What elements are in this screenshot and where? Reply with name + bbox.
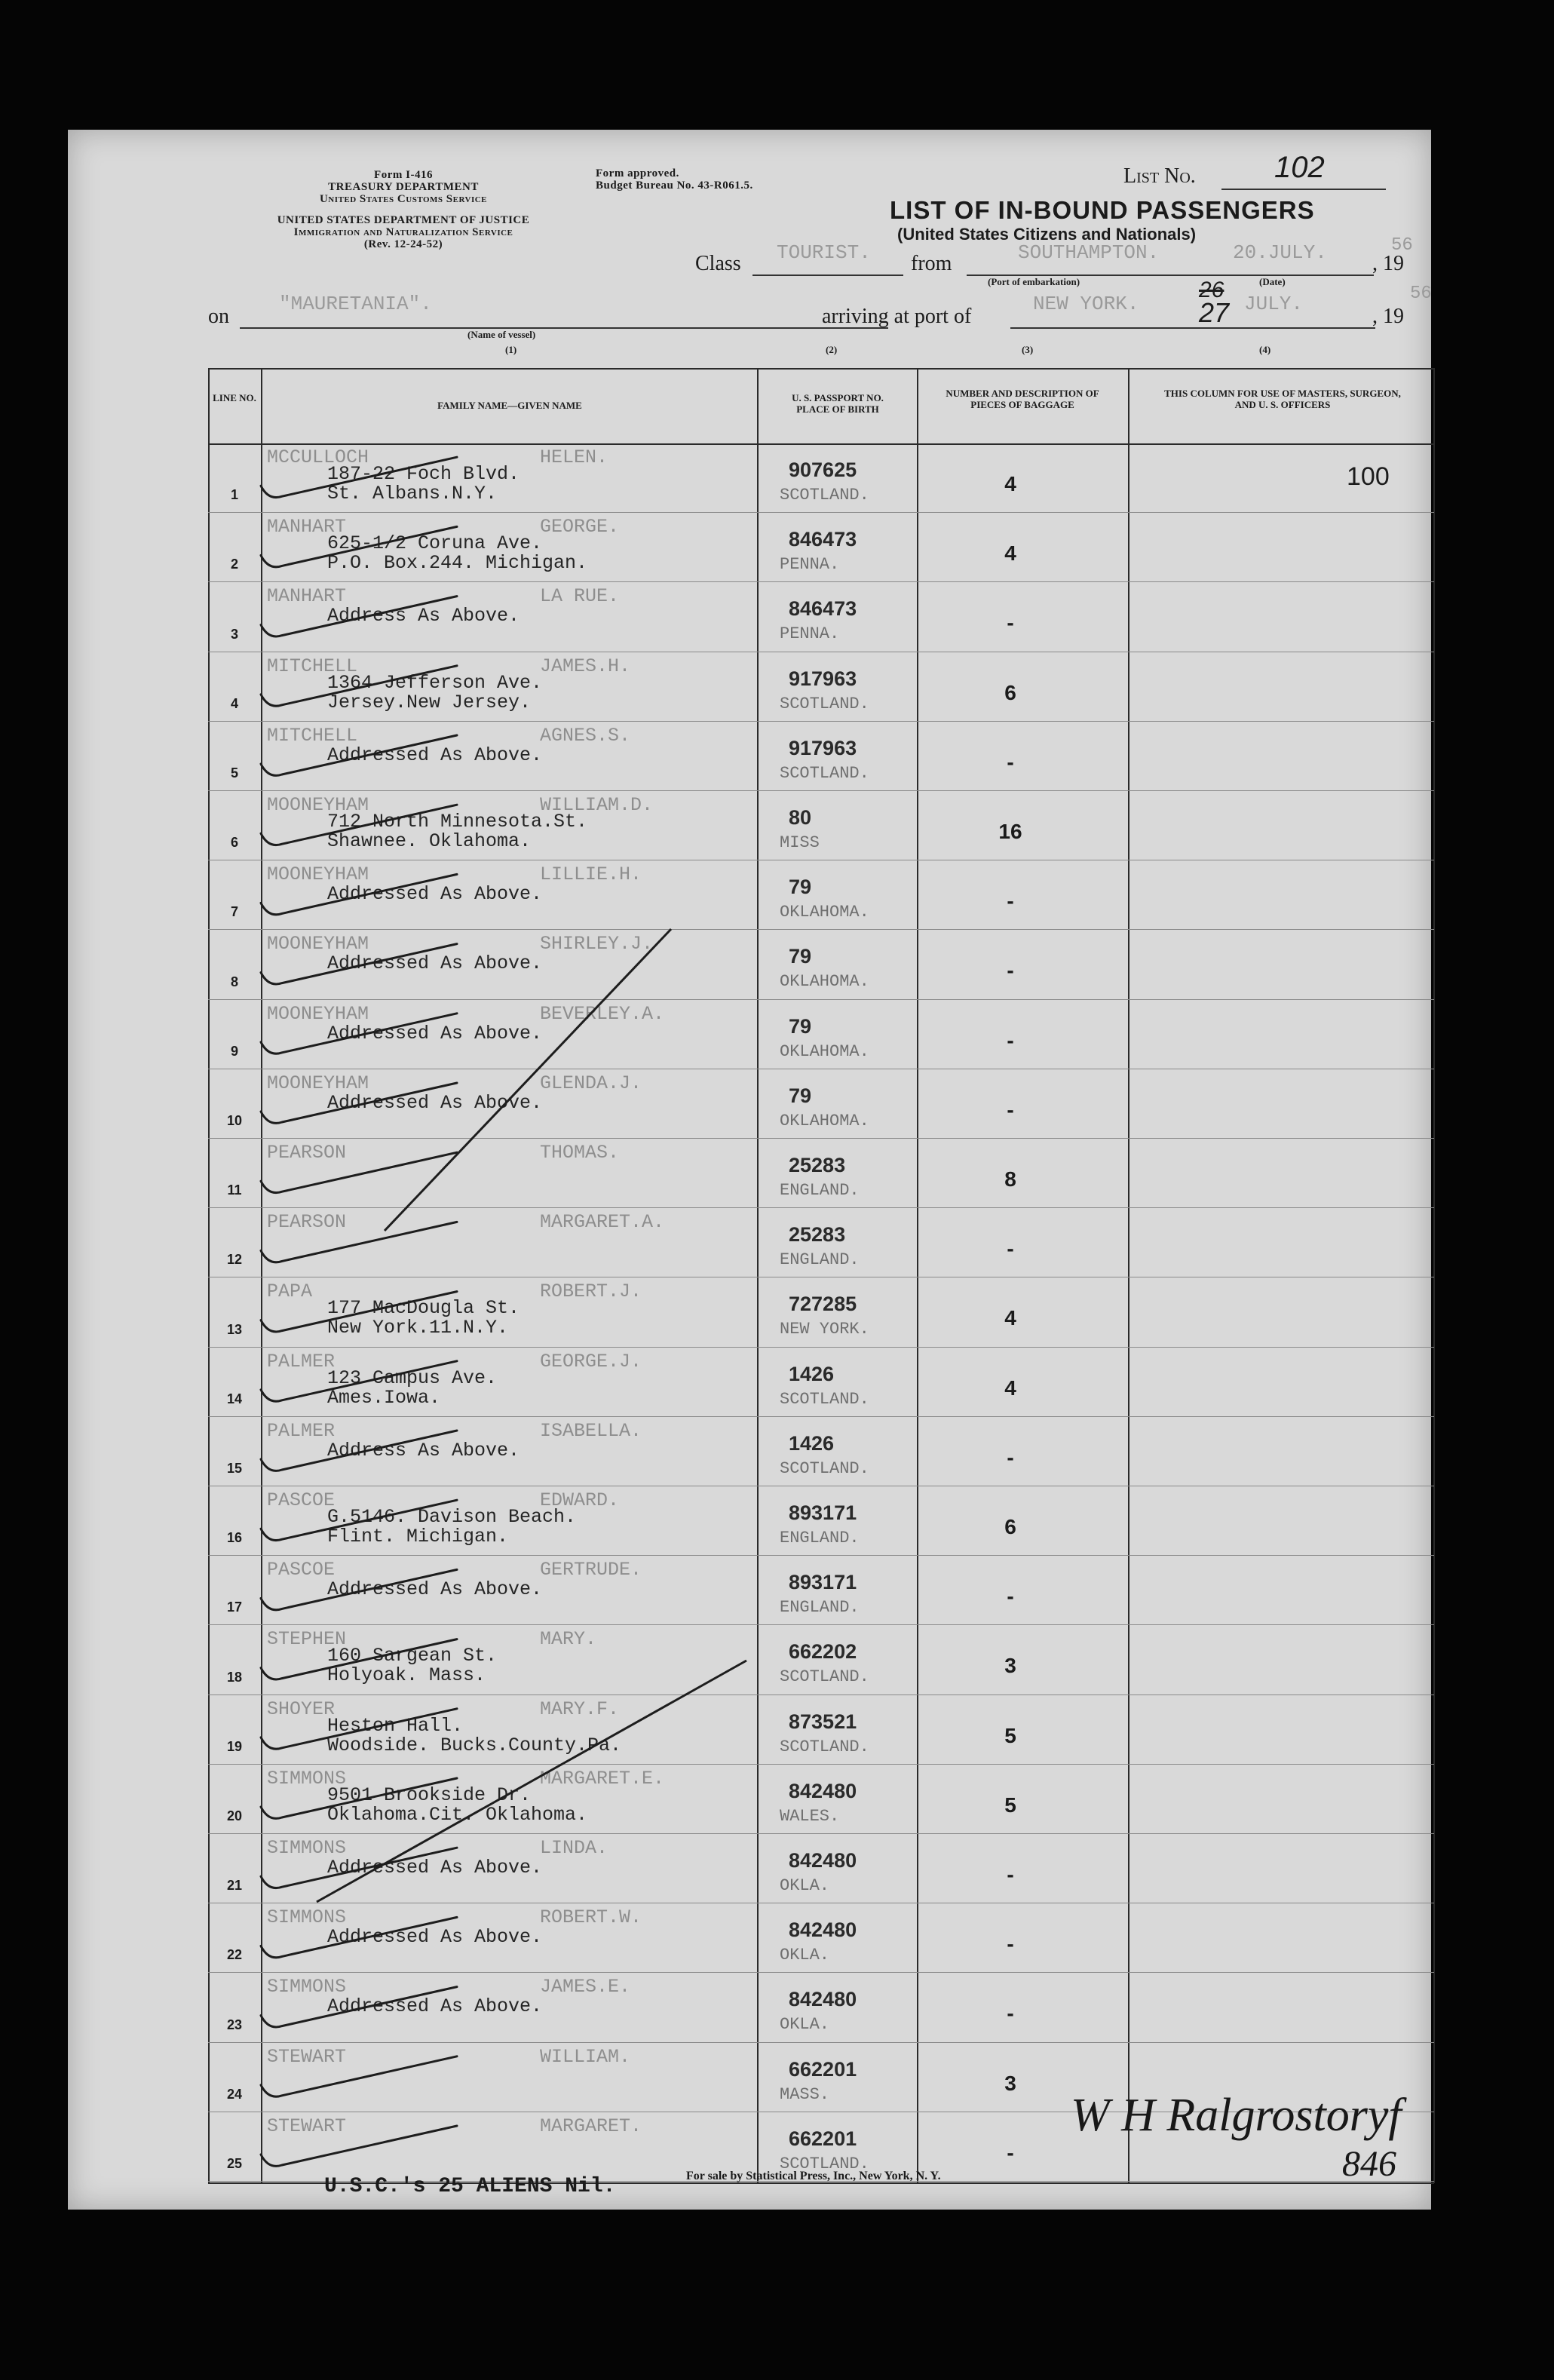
baggage-count: - xyxy=(1007,1863,1014,1886)
family-name: PASCOE xyxy=(267,1489,336,1511)
family-name: SIMMONS xyxy=(267,1976,347,1998)
passport-number: 1426 xyxy=(789,1362,835,1385)
check-mark xyxy=(261,1917,457,1957)
passport-number: 873521 xyxy=(789,1710,857,1733)
address-line-1: Heston Hall. xyxy=(327,1714,464,1737)
baggage-count: 16 xyxy=(998,820,1022,843)
address-line-1: 1364 Jefferson Ave. xyxy=(327,671,543,694)
given-name: MARY.F. xyxy=(540,1698,620,1720)
check-mark xyxy=(261,1014,457,1054)
line-number: 14 xyxy=(226,1391,243,1406)
line-number: 19 xyxy=(226,1738,243,1754)
line-number: 20 xyxy=(226,1808,243,1823)
from-label: from xyxy=(911,252,952,275)
baggage-count: - xyxy=(1007,2140,1014,2164)
officer-signature: W H Ralgrostoryf xyxy=(1071,2090,1402,2141)
given-name: LINDA. xyxy=(540,1837,608,1859)
check-mark xyxy=(261,874,457,914)
given-name: THOMAS. xyxy=(540,1142,620,1164)
class-label: Class xyxy=(695,252,741,275)
family-name: MITCHELL xyxy=(267,724,358,747)
passport-number: 79 xyxy=(789,876,812,899)
place-of-birth: SCOTLAND. xyxy=(780,2154,869,2173)
given-name: ROBERT.W. xyxy=(540,1906,642,1929)
check-mark xyxy=(261,1778,457,1818)
place-of-birth: OKLAHOMA. xyxy=(780,972,869,992)
line-number: 11 xyxy=(227,1182,242,1198)
line-number: 23 xyxy=(226,2017,243,2032)
line-number: 6 xyxy=(230,835,238,851)
passport-number: 893171 xyxy=(789,1501,857,1524)
baggage-count: 4 xyxy=(1004,1306,1016,1330)
header-baggage: NUMBER AND DESCRIPTION OF PIECES OF BAGGAGE xyxy=(946,388,1099,410)
embarkation-date: 20.JULY. xyxy=(1233,241,1327,264)
year-prefix-2: , 19 xyxy=(1372,305,1404,328)
check-mark xyxy=(261,1361,457,1401)
vessel-caption: (Name of vessel) xyxy=(467,329,536,340)
baggage-count: - xyxy=(1007,1237,1014,1261)
line-number: 1 xyxy=(230,487,238,503)
line-number: 16 xyxy=(226,1530,243,1546)
place-of-birth: MISS xyxy=(780,833,820,852)
baggage-count: - xyxy=(1007,750,1014,774)
address-line-2: St. Albans.N.Y. xyxy=(327,483,498,505)
place-of-birth: SCOTLAND. xyxy=(780,1667,869,1687)
passport-number: 917963 xyxy=(789,667,857,690)
check-mark xyxy=(261,597,457,636)
address-line-2: Jersey.New Jersey. xyxy=(327,691,532,713)
baggage-count: - xyxy=(1007,958,1014,983)
passport-number: 79 xyxy=(789,945,812,968)
check-marks xyxy=(68,130,1431,2210)
baggage-count: 4 xyxy=(1004,472,1016,495)
given-name: GEORGE. xyxy=(540,516,620,538)
given-name: JAMES.H. xyxy=(540,655,631,677)
budget-bureau: Budget Bureau No. 43-R061.5. xyxy=(596,179,753,192)
address-line-2: New York.11.N.Y. xyxy=(327,1317,509,1339)
passport-number: 842480 xyxy=(789,1849,857,1872)
officer-note: 100 xyxy=(1347,462,1390,491)
header-officers: THIS COLUMN FOR USE OF MASTERS, SURGEON, AND U. S. OFFICERS xyxy=(1164,388,1401,410)
family-name: MCCULLOCH xyxy=(267,446,369,468)
place-of-birth: OKLA. xyxy=(780,1946,830,1965)
port-caption: (Port of embarkation) xyxy=(988,276,1080,287)
baggage-count: - xyxy=(1007,889,1014,913)
on-label: on xyxy=(208,305,229,328)
place-of-birth: ENGLAND. xyxy=(780,1598,860,1618)
baggage-count: 3 xyxy=(1004,2071,1016,2095)
place-of-birth: NEW YORK. xyxy=(780,1320,869,1339)
baggage-count: - xyxy=(1007,611,1014,635)
family-name: PAPA xyxy=(267,1280,313,1303)
address-line-1: Address As Above. xyxy=(327,1439,520,1461)
passport-number: 846473 xyxy=(789,528,857,551)
address-line-1: Addressed As Above. xyxy=(327,1857,543,1879)
address-line-1: 160 Sargean St. xyxy=(327,1645,498,1667)
place-of-birth: SCOTLAND. xyxy=(780,1737,869,1756)
line-number: 9 xyxy=(230,1043,238,1059)
check-mark xyxy=(261,1639,457,1679)
vessel-name: "MAURETANIA". xyxy=(279,293,432,315)
form-approved: Form approved. xyxy=(596,167,679,179)
form-number: Form I-416 xyxy=(374,169,433,181)
address-line-1: 712 North Minnesota.St. xyxy=(327,811,588,833)
line-number: 12 xyxy=(226,1252,243,1268)
place-of-birth: SCOTLAND. xyxy=(780,694,869,713)
given-name: WILLIAM. xyxy=(540,2045,631,2068)
baggage-count: - xyxy=(1007,1932,1014,1956)
given-name: GEORGE.J. xyxy=(540,1350,642,1372)
baggage-count: 4 xyxy=(1004,1376,1016,1400)
line-number: 8 xyxy=(230,974,238,989)
passport-number: 846473 xyxy=(789,597,857,621)
address-line-1: Address As Above. xyxy=(327,605,520,627)
passport-number: 79 xyxy=(789,1014,812,1038)
family-name: PASCOE xyxy=(267,1559,336,1581)
baggage-count: 4 xyxy=(1004,541,1016,566)
year-prefix-1: , 19 xyxy=(1372,252,1404,275)
passport-number: 25283 xyxy=(789,1154,846,1176)
address-line-1: Addressed As Above. xyxy=(327,1995,543,2018)
family-name: PALMER xyxy=(267,1419,336,1442)
address-line-2: Flint. Michigan. xyxy=(327,1526,509,1547)
given-name: LILLIE.H. xyxy=(540,863,642,886)
passport-number: 662202 xyxy=(789,1640,857,1664)
given-name: WILLIAM.D. xyxy=(540,794,654,816)
baggage-count: - xyxy=(1007,1028,1014,1052)
given-name: MARGARET.E. xyxy=(540,1767,665,1790)
address-line-1: 625-1/2 Coruna Ave. xyxy=(327,532,543,555)
family-name: SIMMONS xyxy=(267,1906,347,1929)
given-name: LA RUE. xyxy=(540,585,620,608)
address-line-2: Holyoak. Mass. xyxy=(327,1664,486,1687)
given-name: BEVERLEY.A. xyxy=(540,1002,665,1025)
family-name: PALMER xyxy=(267,1350,336,1372)
place-of-birth: OKLA. xyxy=(780,1876,830,1895)
line-number: 21 xyxy=(226,1878,243,1894)
check-mark xyxy=(261,1222,457,1262)
given-name: MARGARET.A. xyxy=(540,1211,665,1234)
given-name: MARGARET. xyxy=(540,2115,642,2137)
place-of-birth: SCOTLAND. xyxy=(780,1458,869,1478)
address-line-2: Oklahoma.Cit. Oklahoma. xyxy=(327,1803,588,1826)
given-name: AGNES.S. xyxy=(540,724,631,747)
given-name: EDWARD. xyxy=(540,1489,620,1511)
given-name: GLENDA.J. xyxy=(540,1072,642,1094)
family-name: MANHART xyxy=(267,516,347,538)
check-mark xyxy=(261,666,457,706)
place-of-birth: SCOTLAND. xyxy=(780,763,869,783)
dept-justice: UNITED STATES DEPARTMENT OF JUSTICE xyxy=(277,214,530,226)
family-name: MOONEYHAM xyxy=(267,863,369,886)
dept-immigration: Immigration and Naturalization Service xyxy=(293,226,513,238)
passport-number: 79 xyxy=(789,1084,812,1107)
line-number: 3 xyxy=(230,626,238,642)
address-line-1: 187-22 Foch Blvd. xyxy=(327,463,520,485)
passport-number: 917963 xyxy=(789,736,857,759)
passport-number: 893171 xyxy=(789,1571,857,1594)
baggage-count: - xyxy=(1007,1097,1014,1121)
address-line-1: G.5146. Davison Beach. xyxy=(327,1506,577,1528)
check-mark xyxy=(385,929,671,1234)
baggage-count: - xyxy=(1007,2001,1014,2026)
baggage-count: - xyxy=(1007,1584,1014,1609)
place-of-birth: WALES. xyxy=(780,1806,840,1826)
passport-number: 907625 xyxy=(789,459,857,481)
check-mark xyxy=(261,735,457,775)
passport-number: 662201 xyxy=(789,2057,857,2081)
line-number: 18 xyxy=(226,1669,243,1685)
address-line-1: Addressed As Above. xyxy=(327,1578,543,1601)
check-mark xyxy=(261,1709,457,1749)
address-line-2: Woodside. Bucks.County.Pa. xyxy=(327,1734,622,1756)
check-mark xyxy=(261,2056,457,2096)
address-line-1: 177 MacDougla St. xyxy=(327,1297,520,1320)
col-caption-3: (3) xyxy=(1022,344,1034,355)
family-name: PEARSON xyxy=(267,1211,347,1234)
line-number: 22 xyxy=(226,1947,243,1963)
address-line-2: Ames.Iowa. xyxy=(327,1386,441,1409)
year-2: 56 xyxy=(1410,284,1432,304)
check-mark xyxy=(261,2126,457,2166)
given-name: ROBERT.J. xyxy=(540,1280,642,1303)
col-caption-1: (1) xyxy=(505,344,517,355)
dept-treasury: TREASURY DEPARTMENT xyxy=(328,181,479,193)
family-name: SHOYER xyxy=(267,1698,336,1720)
place-of-birth: SCOTLAND. xyxy=(780,486,869,505)
address-line-1: Addressed As Above. xyxy=(327,744,543,766)
header-line-no: LINE NO. xyxy=(213,392,256,403)
address-line-2: Shawnee. Oklahoma. xyxy=(327,830,532,852)
form-revision: (Rev. 12-24-52) xyxy=(363,238,443,250)
check-mark xyxy=(261,1569,457,1609)
family-name: MOONEYHAM xyxy=(267,794,369,816)
line-number: 15 xyxy=(226,1460,243,1476)
line-number: 4 xyxy=(230,695,238,711)
given-name: MARY. xyxy=(540,1628,597,1651)
passport-number: 25283 xyxy=(789,1223,846,1247)
place-of-birth: MASS. xyxy=(780,2084,830,2104)
arrival-date-corrected: 27 xyxy=(1199,297,1230,328)
address-line-1: Addressed As Above. xyxy=(327,1926,543,1949)
passport-number: 842480 xyxy=(789,1779,857,1802)
address-line-1: Addressed As Above. xyxy=(327,1091,543,1114)
family-name: STEPHEN xyxy=(267,1628,347,1651)
class-value: TOURIST. xyxy=(777,241,871,264)
arrival-port: NEW YORK. xyxy=(1033,293,1139,315)
check-mark xyxy=(261,1292,457,1332)
given-name: HELEN. xyxy=(540,446,608,468)
address-line-2: P.O. Box.244. Michigan. xyxy=(327,552,588,575)
family-name: SIMMONS xyxy=(267,1767,347,1790)
place-of-birth: OKLAHOMA. xyxy=(780,1111,869,1130)
passport-number: 727285 xyxy=(789,1293,857,1316)
line-number: 10 xyxy=(226,1112,243,1128)
family-name: MOONEYHAM xyxy=(267,1002,369,1025)
check-mark xyxy=(261,1987,457,2027)
family-name: STEWART xyxy=(267,2045,347,2068)
family-name: MOONEYHAM xyxy=(267,933,369,955)
year-1: 56 xyxy=(1391,235,1413,256)
address-line-1: 123 Campus Ave. xyxy=(327,1366,498,1389)
check-mark xyxy=(261,1848,457,1888)
check-mark xyxy=(317,1661,746,1902)
form-title: LIST OF IN-BOUND PASSENGERS xyxy=(890,196,1315,224)
check-mark xyxy=(261,1431,457,1471)
form-subtitle: (United States Citizens and Nationals) xyxy=(897,225,1197,244)
printer-note: For sale by Statistical Press, Inc., New York, N. Y. xyxy=(686,2170,941,2182)
line-number: 7 xyxy=(230,904,238,920)
header-passport: U. S. PASSPORT NO. PLACE OF BIRTH xyxy=(792,392,884,415)
place-of-birth: OKLA. xyxy=(780,2015,830,2035)
place-of-birth: ENGLAND. xyxy=(780,1181,860,1200)
port-of-embarkation: SOUTHAMPTON. xyxy=(1018,241,1160,264)
line-number: 5 xyxy=(230,765,238,781)
family-name: SIMMONS xyxy=(267,1837,347,1859)
summary-line: U.S.C.'s 25 ALIENS Nil. xyxy=(324,2175,616,2198)
baggage-count: 5 xyxy=(1004,1723,1016,1747)
line-number: 25 xyxy=(226,2155,243,2171)
place-of-birth: PENNA. xyxy=(780,624,840,644)
given-name: SHIRLEY.J. xyxy=(540,933,654,955)
address-line-1: Addressed As Above. xyxy=(327,883,543,906)
family-name: PEARSON xyxy=(267,1142,347,1164)
passport-number: 842480 xyxy=(789,1988,857,2011)
address-line-1: 9501 Brookside Dr. xyxy=(327,1783,532,1806)
given-name: JAMES.E. xyxy=(540,1976,631,1998)
list-no-label: List No. xyxy=(1123,164,1196,188)
given-name: GERTRUDE. xyxy=(540,1559,642,1581)
place-of-birth: OKLAHOMA. xyxy=(780,1041,869,1061)
col-caption-4: (4) xyxy=(1259,344,1271,355)
passport-number: 80 xyxy=(789,806,812,829)
passport-number: 1426 xyxy=(789,1431,835,1455)
check-mark xyxy=(261,526,457,566)
passport-number: 842480 xyxy=(789,1918,857,1942)
check-mark xyxy=(261,1500,457,1540)
arriving-label: arriving at port of xyxy=(822,305,972,328)
header-name: FAMILY NAME—GIVEN NAME xyxy=(437,400,582,411)
arrival-date-struck: 26 xyxy=(1199,278,1225,302)
baggage-count: - xyxy=(1007,1445,1014,1469)
list-no-value: 102 xyxy=(1274,151,1325,184)
manifest-sheet xyxy=(68,130,1431,2210)
family-name: MOONEYHAM xyxy=(267,1072,369,1094)
place-of-birth: ENGLAND. xyxy=(780,1250,860,1270)
dept-customs: United States Customs Service xyxy=(319,193,488,205)
baggage-count: 5 xyxy=(1004,1793,1016,1817)
baggage-count: 8 xyxy=(1004,1167,1016,1191)
check-mark xyxy=(261,944,457,984)
arrival-month: JULY. xyxy=(1244,293,1304,315)
place-of-birth: ENGLAND. xyxy=(780,1529,860,1547)
place-of-birth: SCOTLAND. xyxy=(780,1389,869,1409)
address-line-1: Addressed As Above. xyxy=(327,952,543,975)
check-mark xyxy=(261,1083,457,1123)
given-name: ISABELLA. xyxy=(540,1419,642,1442)
check-mark xyxy=(261,457,457,497)
baggage-count: 6 xyxy=(1004,1515,1016,1538)
place-of-birth: PENNA. xyxy=(780,555,840,575)
signature-number: 846 xyxy=(1342,2144,1396,2184)
line-number: 2 xyxy=(230,557,238,572)
line-number: 24 xyxy=(226,2086,243,2102)
place-of-birth: OKLAHOMA. xyxy=(780,903,869,922)
check-mark xyxy=(261,805,457,845)
line-number: 17 xyxy=(226,1599,243,1615)
line-number: 13 xyxy=(226,1321,243,1337)
family-name: STEWART xyxy=(267,2115,347,2137)
family-name: MANHART xyxy=(267,585,347,608)
baggage-count: 6 xyxy=(1004,680,1016,704)
address-line-1: Addressed As Above. xyxy=(327,1022,543,1044)
col-caption-2: (2) xyxy=(826,344,838,355)
passport-number: 662201 xyxy=(789,2127,857,2150)
date-caption: (Date) xyxy=(1259,276,1286,287)
baggage-count: 3 xyxy=(1004,1654,1016,1678)
family-name: MITCHELL xyxy=(267,655,358,677)
